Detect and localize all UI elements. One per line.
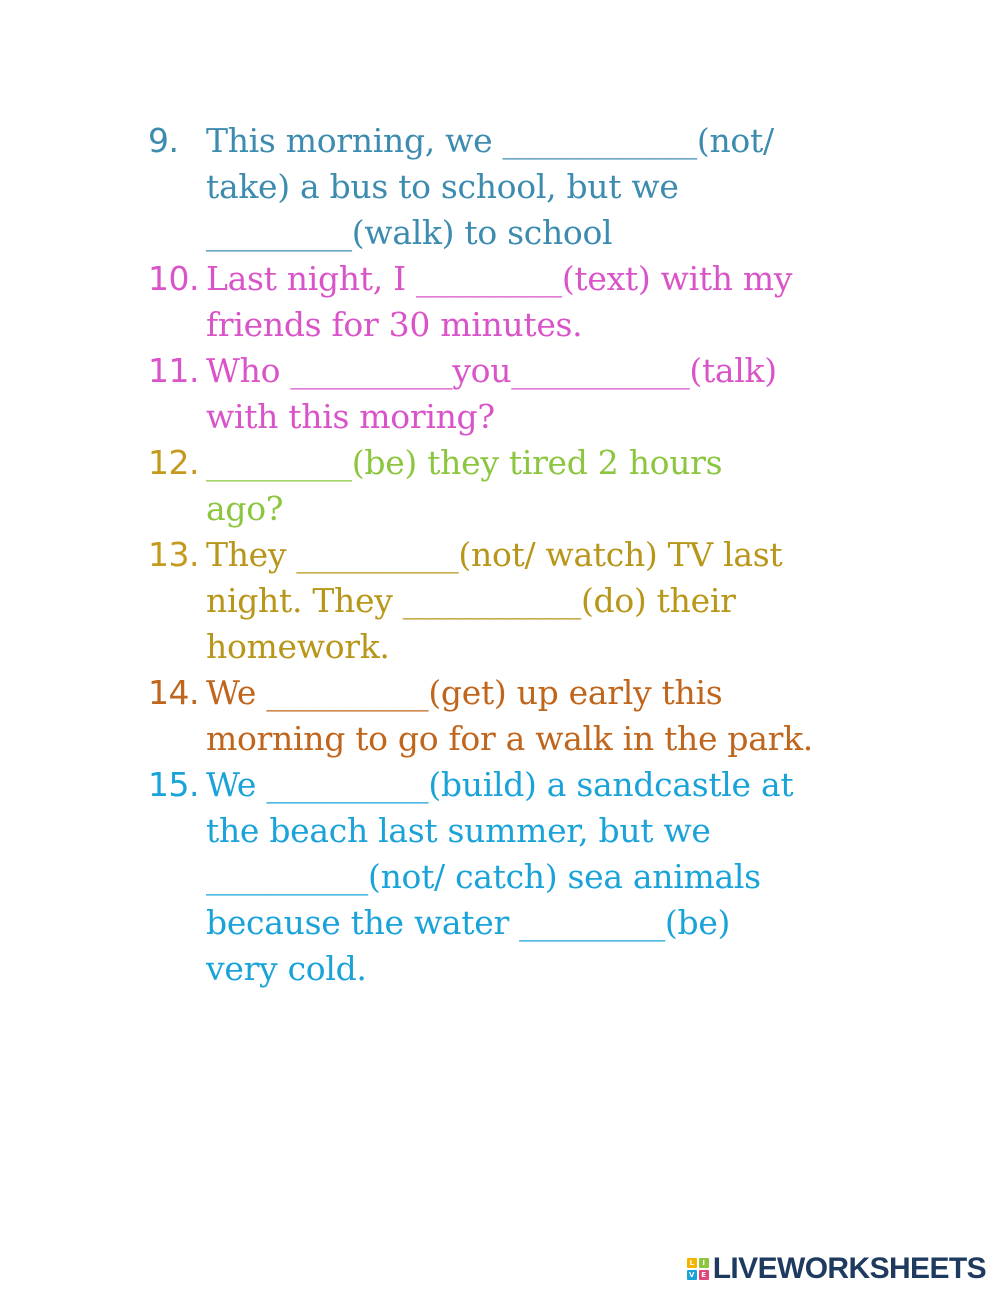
item-line: friends for 30 minutes. — [206, 305, 583, 344]
item-line: with this moring? — [206, 397, 495, 436]
item-line: __________(not/ catch) sea animals — [206, 857, 761, 896]
item-line: _________(walk) to school — [206, 213, 613, 252]
item-line: _________(be) they tired 2 hours — [206, 443, 723, 482]
item-number: 10. — [148, 259, 199, 298]
item-number: 11. — [148, 351, 199, 390]
item-line: Last night, I _________(text) with my — [206, 259, 793, 298]
item-text — [206, 348, 908, 440]
item-line: They __________(not/ watch) TV last — [206, 535, 783, 574]
item-text — [206, 532, 908, 670]
item-text — [206, 440, 908, 532]
item-line: We __________(get) up early this — [206, 673, 723, 712]
item-text — [206, 670, 908, 762]
logo-tile: V — [687, 1270, 697, 1280]
exercise-item-15 — [148, 762, 908, 992]
liveworksheets-logo-icon — [687, 1258, 709, 1280]
item-line: very cold. — [206, 949, 367, 988]
logo-tile: E — [699, 1270, 709, 1280]
item-number: 15. — [148, 765, 199, 804]
exercise-item-11 — [148, 348, 908, 440]
item-line: because the water _________(be) — [206, 903, 731, 942]
item-text — [206, 118, 908, 256]
item-number: 13. — [148, 535, 199, 574]
item-line: homework. — [206, 627, 390, 666]
exercise-item-13 — [148, 532, 908, 670]
exercise-list — [148, 118, 908, 992]
liveworksheets-logo — [687, 1252, 986, 1286]
item-line: We __________(build) a sandcastle at — [206, 765, 794, 804]
item-line: morning to go for a walk in the park. — [206, 719, 813, 758]
logo-text: LIVEWORKSHEETS — [712, 1252, 986, 1285]
exercise-item-10 — [148, 256, 908, 348]
item-number: 14. — [148, 673, 199, 712]
item-line: take) a bus to school, but we — [206, 167, 679, 206]
item-number: 9. — [148, 121, 179, 160]
logo-tile: L — [687, 1258, 697, 1268]
item-text — [206, 762, 908, 992]
item-text — [206, 256, 908, 348]
item-line: This morning, we ____________(not/ — [206, 121, 774, 160]
item-line: Who __________you___________(talk) — [206, 351, 777, 390]
exercise-item-9 — [148, 118, 908, 256]
item-line: the beach last summer, but we — [206, 811, 711, 850]
exercise-item-14 — [148, 670, 908, 762]
item-line: night. They ___________(do) their — [206, 581, 736, 620]
logo-tile: I — [699, 1258, 709, 1268]
item-number: 12. — [148, 443, 199, 482]
exercise-item-12 — [148, 440, 908, 532]
item-line: ago? — [206, 489, 284, 528]
